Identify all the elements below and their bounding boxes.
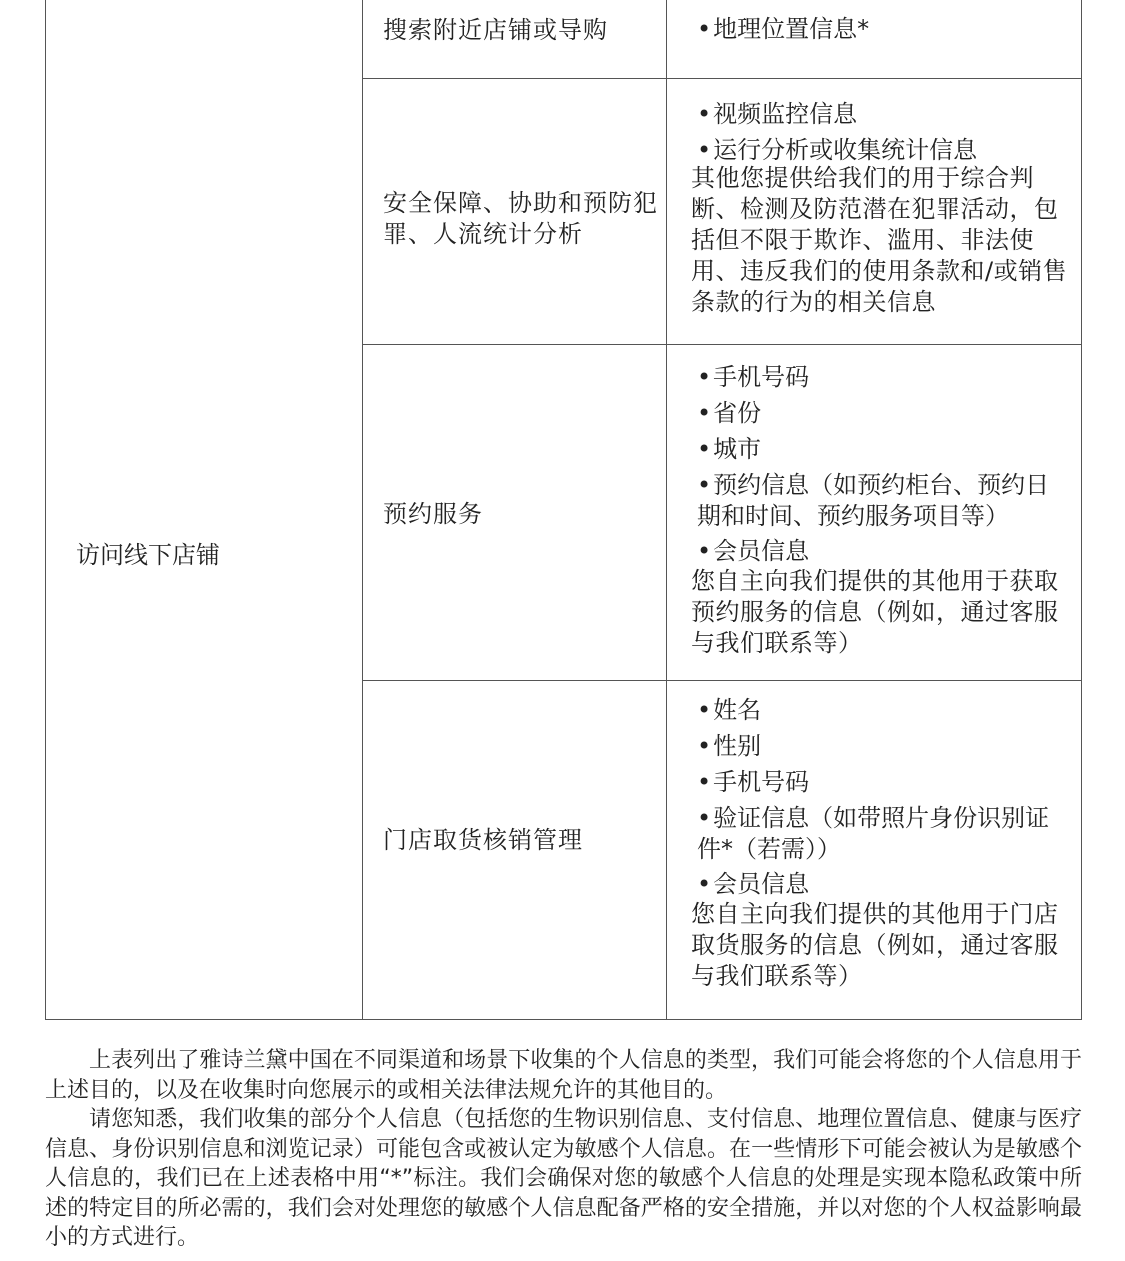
info-bullet: •视频监控信息 [697,100,858,128]
personal-info-table [45,0,1082,1020]
info-bullet: •运行分析或收集统计信息 [697,136,978,164]
info-bullet: •手机号码 [697,363,810,391]
info-bullet: •会员信息 [697,537,810,565]
info-cell [691,14,1071,50]
row-divider [363,680,1081,681]
purpose-cell: 搜索附近店铺或导购 [383,16,608,44]
info-bullet: •省份 [697,399,762,427]
info-bullet: •手机号码 [697,768,810,796]
info-bullet: •性别 [697,732,762,760]
row-divider [363,344,1081,345]
column-divider [362,0,363,1019]
info-cell [691,99,1071,318]
info-note: 其他您提供给我们的用于综合判断、检测及防范潜在犯罪活动，包括但不限于欺诈、滥用、非法使用、违反我们的使用条款和/或销售条款的行为的相关信息 [691,164,1068,316]
purpose-cell: 预约服务 [383,500,483,528]
info-bullet: •会员信息 [697,870,810,898]
info-bullet: •城市 [697,435,762,463]
info-bullet: •地理位置信息* [697,15,870,43]
body-text [45,1046,1082,1253]
paragraph: 上表列出了雅诗兰黛中国在不同渠道和场景下收集的个人信息的类型，我们可能会将您的个人信息用于上述目的，以及在收集时向您展示的或相关法律法规允许的其他目的。 [45,1048,1082,1103]
row-divider [363,78,1081,79]
info-bullet: •预约信息（如预约柜台、预约日期和时间、预约服务项目等） [697,471,1050,530]
info-cell [691,695,1071,992]
info-cell [691,362,1071,659]
purpose-cell: 安全保障、协助和预防犯罪、人流统计分析 [383,189,658,248]
info-note: 您自主向我们提供的其他用于获取预约服务的信息（例如，通过客服与我们联系等） [691,567,1059,657]
info-note: 您自主向我们提供的其他用于门店取货服务的信息（例如，通过客服与我们联系等） [691,900,1059,990]
column-divider [666,0,667,1019]
paragraph: 请您知悉，我们收集的部分个人信息（包括您的生物识别信息、支付信息、地理位置信息、健康与医疗信息、身份识别信息和浏览记录）可能包含或被认定为敏感个人信息。在一些情形下可能会被认为是敏感个人信息的，我们已在上述表格中用“*”标注。我们会确保对您的敏感个人信息的处理是实现本隐私政策中所述的特定目的所必需的，我们会对处理您的敏感个人信息配备严格的安全措施，并以对您的个人权益影响最小的方式进行。 [45,1107,1082,1250]
info-bullet: •验证信息（如带照片身份识别证件*（若需）） [697,804,1050,863]
info-bullet: •姓名 [697,696,762,724]
purpose-cell: 门店取货核销管理 [383,826,583,854]
scenario-cell: 访问线下店铺 [76,541,220,569]
